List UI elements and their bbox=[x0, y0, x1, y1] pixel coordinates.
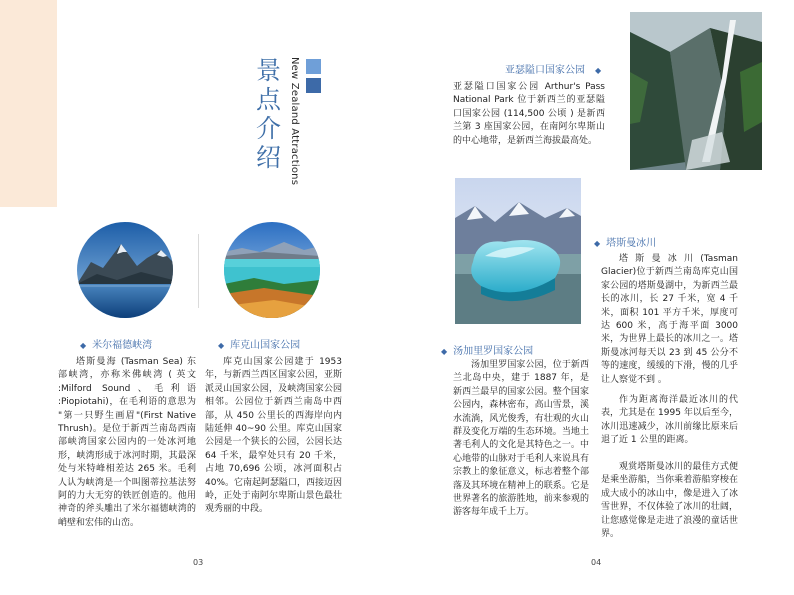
page-number-left: 03 bbox=[193, 558, 204, 567]
page-subtitle-en: New Zealand Attractions bbox=[289, 57, 300, 186]
bullet-icon: ◆ bbox=[218, 341, 225, 350]
milford-sound-photo bbox=[77, 222, 173, 318]
tasman-glacier-iceberg-photo bbox=[455, 178, 581, 324]
cook-description: 库克山国家公园建于 1953 年，与新西兰西区国家公园，亚斯派灵山国家公园，及峡湾国家公园相邻。公园位于新西兰南岛中西部，从 450 公里长的西海岸向内陆延伸 40~90 公里。库克山国家公园是一个狭长的公园，公园长达 64 千米，最窄处只有 20 千米，占地 70,696 公顷，冰河面积占 40%。它南起阿瑟隘口，西接迈因岭，正处于南阿尔卑斯山景色最壮观秀丽的中段。 bbox=[205, 357, 343, 515]
page-title: 景点介绍 bbox=[256, 56, 282, 172]
section-heading-tongariro: ◆ 汤加里罗国家公园 bbox=[441, 346, 534, 357]
bullet-icon: ◆ bbox=[80, 341, 87, 350]
mount-cook-photo bbox=[224, 222, 320, 318]
tongariro-description: 汤加里罗国家公园，位于新西兰北岛中央，建于 1887 年，是新西兰最早的国家公园。整个国家公园内，森林密布，高山雪景，溪水流淌，风光俊秀，有壮观的火山群及变化万端的生态环境。当地土著毛利人的文化是其特色之一。中心地带的山脉对于毛利人来说具有宗教上的象征意义，标志着整个部落及其环境在精神上的联系。它是世界著名的旅游胜地，前来参观的游客每年成千上万。 bbox=[453, 360, 589, 518]
arthurs-pass-waterfall-photo bbox=[630, 12, 762, 170]
page-number-right: 04 bbox=[591, 558, 602, 567]
decorative-block bbox=[0, 0, 57, 207]
section-heading-tasman: ◆ 塔斯曼冰川 bbox=[594, 238, 657, 249]
divider bbox=[198, 234, 199, 308]
milford-description: 塔斯曼海 (Tasman Sea) 东部峡湾，亦称米佛峡湾 ( 英文 :Milford Sound、毛利语 :Piopiotahi)，在毛利语的意思为 "第一只野生画眉"(First Native Thrush)。是位于新西兰南岛西南部峡湾国家公园内的一处冰河地形，峡湾形成于冰河时期，其最深处与米特峰相差达 265 米。毛利人认为峡湾是一个叫图蒂拉基法努阿的力大无穷的铁匠创造的。他用神奇的斧头雕出了米尔福德峡湾的峭壁和宏伟的山峦。 bbox=[58, 357, 196, 528]
bullet-icon: ◆ bbox=[594, 239, 601, 248]
tasman-description-3: 观赏塔斯曼冰川的最佳方式便是乘坐游船，当你乘着游船穿梭在成大成小的冰山中，像是进入了冰雪世界，不仅体验了冰川的壮阔，让您感觉像是走进了浪漫的童话世界。 bbox=[601, 462, 738, 540]
section-heading-cook: ◆ 库克山国家公园 bbox=[218, 340, 301, 351]
bullet-icon: ◆ bbox=[441, 347, 448, 356]
tasman-description-2: 作为距离海洋最近冰川的代表，尤其是在 1995 年以后至今，冰川迅速减少，冰川前缘比原来后退了近 1 公里的距离。 bbox=[601, 395, 738, 446]
tasman-description-1: 塔斯曼冰川(Tasman Glacier)位于新西兰南岛库克山国家公园的塔斯曼湖中，为新西兰最长的冰川，长 27 千米，宽 4 千米，面积 101 平方千米，厚度可达 600 米，高于海平面 3000 米，为世界上最长的冰川之一。塔斯曼冰河每天以 23 到 45 公分不等的速度，缓缓的下滑，慢的几乎让人察觉不到 。 bbox=[601, 254, 738, 385]
section-heading-arthur: 亚瑟隘口国家公园 ◆ bbox=[505, 65, 602, 76]
title-accent-square bbox=[306, 59, 321, 74]
title-accent-square-dark bbox=[306, 78, 321, 93]
bullet-icon: ◆ bbox=[595, 66, 602, 75]
arthur-description: 亚瑟隘口国家公园 Arthur's Pass National Park 位于新西兰的亚瑟隘口国家公园 (114,500 公顷 ) 是新西兰第 3 座国家公园，在南阿尔卑斯山的中心地带，是新西兰海拔最高处。 bbox=[453, 82, 605, 146]
section-heading-milford: ◆ 米尔福德峡湾 bbox=[80, 340, 153, 351]
